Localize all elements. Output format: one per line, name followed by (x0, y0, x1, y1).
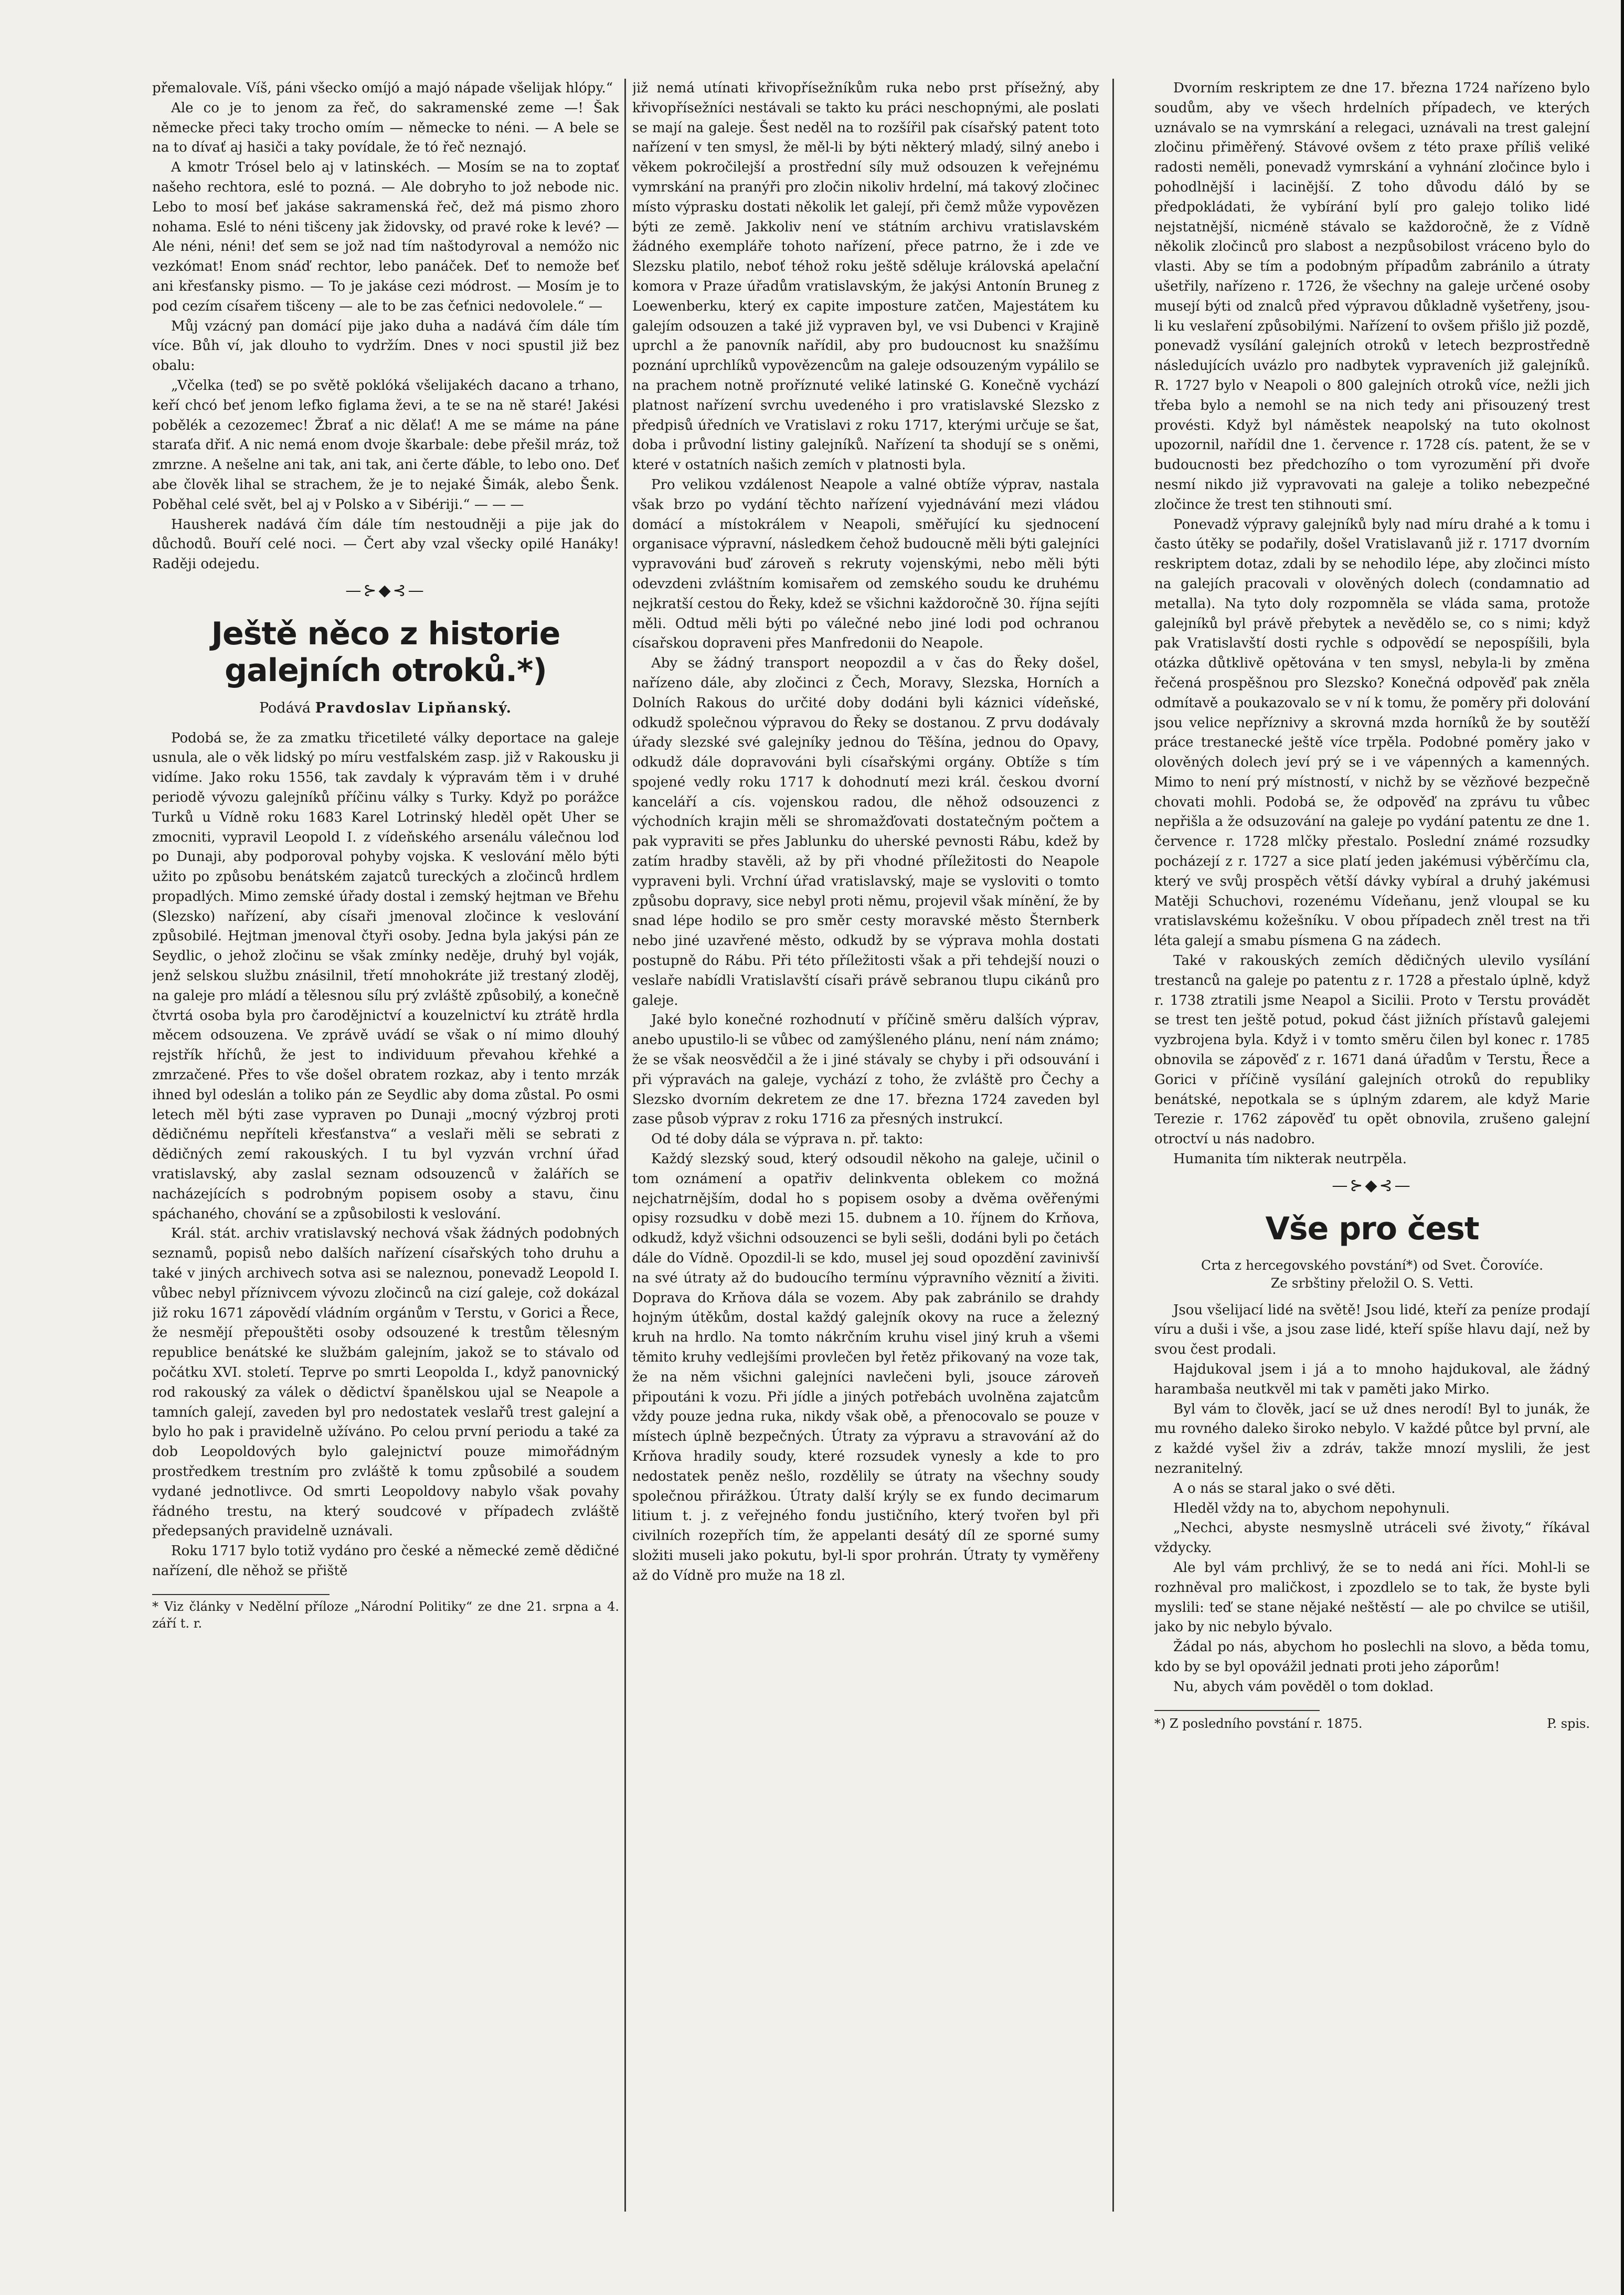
byline-prefix: Podává (259, 699, 311, 716)
paragraph: Nu, abych vám pověděl o tom doklad. (1173, 1678, 1434, 1695)
paragraph: Také v rakouských zemích dědičných ulevilo vysílání trestanců na galeje po patentu z r. 1728 a přestalo úplně, když r. 1738 ztratili jsme Neapol a Sicilii. Proto v Terstu provádět se trest ten ještě potud, pokud část jižních přístavů galejemi vyzbrojena byla. Když i v tomto směru čilen byl konec r. 1785 obnovila se zápověď z r. 1671 daná úřadům v Terstu, Řece a Gorici v příčině vysílání galejních otroků do republiky benátské, nepotkala se s úplným zdarem, ale když Marie Terezie r. 1762 zápověď tu opět obnovila, zrušeno galejní otroctví u nás nadobro. (1154, 953, 1590, 1148)
column-right (1154, 79, 1590, 2225)
article-subtitle (1154, 1257, 1590, 1292)
paragraph: Král. stát. archiv vratislavský nechová však žádných podobných seznamů, popisů nebo dalších nařízení císařských toho druhu a také v jiných archivech sotva asi se naleznou, ponevadž Leopold I. vůbec nebyl příznivcem vývozu zločinců na cizí galeje, což dokázal již roku 1671 zápovědí vládním orgánům v Terstu, v Gorici a Řece, že nesmějí přepouštěti osoby odsouzené k trestům tělesným republice benátské ke službám galejním, jakož se to stávalo od počátku XVI. století. Teprve po smrti Leopolda I., když panovnický rod rakouský za válek o dědictví španělskou ujal se Neapole a tamních galejí, zaveden byl pro nedostatek veslařů trest galejní a bylo ho pak i pravidelně užíváno. Po celou první periodu a také za dob Leopoldových bylo galejnictví pouze mimořádným prostředkem trestním pro zvláště k tomu způsobilé a soudem vydané jednotlivce. Od smrti Leopoldovy nabylo však povahy řádného trestu, na který soudcové v případech zvláště předepsaných pravidelně uznávali. (152, 1226, 619, 1539)
byline (152, 698, 619, 718)
paragraph: Jsou všelijací lidé na světě! Jsou lidé, kteří za peníze prodají víru a duši i vše, a jsou zase lidé, kteří spíše hlavu dají, než by svou čest prodali. (1154, 1302, 1590, 1358)
paragraph: Ale co je to jenom za řeč, do sakramenské zeme —! Šak německe přeci taky trocho omím — německe to néni. — A bele se na to dívať aj hasiči a taky povídale, že tó řeč neznajó. (152, 100, 619, 156)
paragraph: „Nechci, abyste nesmyslně utráceli své životy,“ říkával vždycky. (1154, 1520, 1590, 1556)
ornament-divider: —⊱◆⊰— (1332, 1176, 1413, 1195)
footnote-row (1154, 1714, 1590, 1734)
page-edge (1621, 0, 1624, 2295)
paragraph: Hajdukoval jsem i já a to mnoho hajdukoval, ale žádný harambaša neutkvěl mi tak v paměti jako Mirko. (1154, 1362, 1590, 1397)
paragraph: Hleděl vždy na to, abychom nepohynuli. (1173, 1500, 1450, 1516)
subtitle-line: Ze srbštiny přeložil O. S. Vetti. (1270, 1275, 1474, 1291)
column-rule (624, 79, 626, 2212)
paragraph: Byl vám to člověk, jací se už dnes nerodí! Byl to junák, že mu rovného daleko široko nebylo. V každé půtce byl první, ale z každé vyšel živ a zdráv, takže mnozí myslili, že jest nezranitelný. (1154, 1401, 1590, 1476)
paragraph: Každý slezský soud, který odsoudil někoho na galeje, učinil o tom oznámení a opatřiv delinkventa oblekem co možná nejchatrnějším, dodal ho s popisem osoby a dvěma ověřenými opisy rozsudku v době mezi 15. dubnem a 10. říjnem do Krňova, odkudž, když všichni odsouzenci se byli sešli, dodáni byli po četách dále do Vídně. Opozdil-li se kdo, musel jej soud opozdění zavinivší na své útraty až do budoucího termínu výpravního věznití a živiti. Doprava do Krňova dála se vozem. Aby pak zabránilo se drahdy hojným útěkům, dostal každý galejník okovy na ruce a železný kruh na hrdlo. Na tomto nákrčním kruhu visel jiný kruh a všemi těmito kruhy vedlejšími provlečen byl řetěz přikovaný na voze tak, že na něm všichni galejníci navlečeni byli, jsouce zároveň připoutáni k vozu. Při jídle a jiných potřebách uvolněna zajatcům vždy pouze jedna ruka, nikdy však obě, a přenocovalo se pouze v místech úplně bezpečných. Útraty za výpravu a stravování až do Krňova hradily soudy, které rozsudek vynesly a kde to pro nedostatek peněz nešlo, rozdělily se útraty na všechny soudy společnou přirážkou. Útraty další krýly se ex fundo decimarum litium t. j. z veřejného fondu justičního, který tvořen byl při civilních rozepřích tím, že appelanti desátý díl ze sporné sumy složiti museli jako pokutu, byl-li spor prohrán. Útraty ty vyměřeny až do Vídně pro muže na 18 zl. (632, 1151, 1099, 1584)
paragraph: Ale byl vám prchlivý, že se to nedá ani říci. Mohl-li se rozhněval pro maličkost, i zpozdlelo se to tak, že byste byli myslili: teď se stane nějaké neštěstí — ale po chvilce se utišil, jako by nic nebylo bývalo. (1154, 1559, 1590, 1635)
paragraph: již nemá utínati křivopřísežníkům ruka nebo prst přísežný, aby křivopřísežníci nestávali se takto ku práci neschopnými, ale poslati se mají na galeje. Šest neděl na to rozšířil pak císařský patent toto nařízení v ten smysl, že měl-li by býti některý mladý, silný anebo i věkem pokročilejší a prostřední síly muž odsouzen k veřejnému vymrskání na pranýři pro zločin nikoliv hrdelní, má takový zločinec místo výprasku dostati několik let galejí, při čemž může vypovězen býti ze země. Jakkoliv není ve státním archivu vratislavském žádného exempláře tohoto nařízení, přece patrno, že i zde ve Slezsku platilo, neboť téhož roku ještě sděluje královská apelační komora v Praze úřadům vratislavským, že jakýsi Antonín Bruneg z Loewenberku, který ex capite imposture zatčen, Majestátem ku galejím odsouzen a také již vypraven byl, ve vsi Dubenci v Krajině uprchl a že panovník nařídil, aby pro budoucnost ku snažšímu poznání uprchlíků vypovězencům na galeje odsouzeným vypálilo se na prachem notně proříznuté veliké latinské G. Konečně vychází platnost nařízení svrchu uvedeného i pro vratislavské Slezsko z předpisů úředních ve Vratislavi z roku 1717, kterými určuje se šat, doba i průvodní listiny galejníků. Nařízení ta shodují se s oněmi, které v ostatních našich zemích v platnosti byla. (632, 80, 1099, 473)
paragraph: přemalovale. Víš, páni všecko omíjó a majó nápade všelijak hlópy.“ (152, 80, 613, 96)
column-left (152, 79, 619, 2225)
paragraph: Dvorním reskriptem ze dne 17. března 1724 nařízeno bylo soudům, aby ve všech hrdelních případech, ve kterých uznávalo se na vymrskání a relegaci, uznávali na trest galejní zločinu přiměřený. Stávové ovšem z této praxe příliš veliké radosti neměli, ponevadž vymrskání a vyhnání zločince bylo i pohodlnější i lacinější. Z toho důvodu dáló by se předpokládati, že vybírání bylí pro galejo toliko lidé nejstatnější, nicméně stávalo se každoročně, že z Vídně několik zločinců pro slabost a nezpůsobilost vráceno bylo do vlasti. Aby se tím a podobným případům zabránilo a útraty ušetřily, nařízeno r. 1726, že všechny na galeje určené osoby musejí býti od znalců před výpravou důkladně vyšetřeny, jsou-li ku veslaření způsobilými. Nařízení to ovšem přišlo již pozdě, ponevadž vysílání galejních otroků v letech bezprostředně následujících uvázlo pro nadbytek vypraveních již galejníků. R. 1727 bylo v Neapoli o 800 galejních otroků více, nežli jich třeba bylo a nemohl se na nich tedy ani přisouzený trest provésti. Když byl náměstek neapolský na tuto okolnost upozornil, nařídil dne 1. července r. 1728 cís. patent, že se v budoucnosti bez předchozího o tom vyrozumění při dvoře nesmí nikdo již vypravovati na galeje a toliko nebezpečné zločince že trest ten stihnouti smí. (1154, 80, 1590, 513)
paragraph: Jaké bylo konečné rozhodnutí v příčině směru dalších výprav, anebo upustilo-li se vůbec od zamýšleného plánu, není nám známo; že se však neosvědčil a že i jiné stávaly se chyby i při odsouvání i při výpravách na galeje, vychází z toho, že zvláště pro Čechy a Slezsko dvorním dekretem ze dne 17. března 1724 zaveden byl zase působ výprav z roku 1716 za přesných instrukcí. (632, 1012, 1099, 1128)
footnote: * Viz články v Nedělní příloze „Národní Politiky“ ze dne 21. srpna a 4. září t. r. (152, 1599, 619, 1631)
paragraph: Hausherek nadává čím dále tím nestoudněji a pije jak do důchodů. Bouří celé noci. — Čert aby vzal všecky opilé Hanáky! Raději odejedu. (152, 516, 619, 572)
subtitle-line: Crta z hercegovského povstání*) od Svet. Čorovíće. (1201, 1257, 1544, 1273)
paragraph: Aby se žádný transport neopozdil a v čas do Řeky došel, nařízeno dále, aby zločinci z Čech, Moravy, Slezska, Horních a Dolních Rakous do určité doby dodáni byli káznici vídeňské, odkudž společnou výpravou do Řeky se dostanou. Z prvu dodávaly úřady slezské své galejníky jednou do Těšína, jednou do Opavy, odkudž dále dopravováni byli císařskými orgány. Obtíže s tím spojené vedly roku 1717 k dohodnutí mezi král. českou dvorní kanceláří a cís. vojenskou radou, dle něhož odsouzenci z východních krajin měli se shromažďovati dostatečným počtem a pak vypraviti se přes Jablunku do uherské pevnosti Rábu, kdež by zatím hradby stavěli, až by při vhodné příležitosti do Neapole vypraveni byli. Vrchní úřad vratislavský, maje se vysloviti o tomto způsobu dopravy, sice nebyl proti němu, projevil však mínění, že by snad lépe hodilo se pro směr cesty moravské město Šternberk nebo jiné uzavřené město, odkudž by se výprava mohla dostati postupně do Rábu. Při této příležitosti však a při tehdejší nouzi o veslaře nabídli Vratislavští císaři právě sebranou tlupu cikánů pro galeje. (632, 655, 1099, 1008)
paragraph: Ponevadž výpravy galejníků byly nad míru drahé a k tomu i často útěky se podařily, došel Vratislavanů již r. 1717 dvorním reskriptem dotaz, zdali by se nehodilo lépe, aby zločinci místo na galejích pracovali v olověných dolech (condamnatio ad metalla). Na tyto doly rozpomněla se vláda sama, protože galejníků byl právě přebytek a nevědělo se, co s nimi; když pak Vratislavští dosti rychle s odpovědí se nepospíšili, byla otázka důtklivě opětována v ten smysl, nebyla-li by změna řečená prospěšnou pro Slezsko? Konečná odpověď pak zněla odmítavě a poukazovalo se v ní k tomu, že poměry při dolování jsou velice nepříznivy a skrovná mzda horníků že by soutěží práce trestanecké ještě více trpěla. Podobné poměry jako v olověných dolech jeví prý se i ve vápenných a kamenných. Mimo to není prý místností, v nichž by se vězňové bezpečně chovati mohli. Podobá se, že odpověď na zprávu tu vůbec nepřišla a že odsuzování na galeje po vydání patentu ze dne 1. července r. 1728 mlčky přestalo. Poslední známé rozsudky pocházejí z r. 1727 a sice platí jeden jakémusi výběrčímu cla, který ve svůj prospěch větší dávky vybíral a druhý jakémusi Matěji Schuchovi, rozenému Vídeňanu, jenž vloupal se ku vratislavskému kožešníku. V obou případech zněl trest na tři léta galejí a smabu písmena G na zádech. (1154, 516, 1590, 949)
paragraph: Pro velikou vzdálenost Neapole a valné obtíže výprav, nastala však brzo po vydání těchto nařízení vyjednávání mezi vládou domácí a místokrálem v Neapoli, směřující ku sjednocení organisace výpravní, následkem čehož budoucně měli býti galejníci vypravováni buď zároveň s rekruty vojenskými, nebo měli býti odevzdeni zvláštním komisařem od zemského soudu ke druhému nejkratší cestou do Řeky, kdež se všichni každoročně 30. října sejíti měli. Odtud měli býti po válečné nebo jiné lodi pod ochranou císařskou dopraveni přes Manfredonii do Neapole. (632, 476, 1099, 652)
paragraph: Žádal po nás, abychom ho poslechli na slovo, a běda tomu, kdo by se byl opovážil jednati proti jeho záporům! (1154, 1639, 1590, 1675)
article-title: Ještě něco z historie galejních otroků.*) (211, 615, 560, 689)
paragraph: Humanita tím nikterak neutrpěla. (1173, 1151, 1407, 1167)
paragraph: A o nás se staral jako o své děti. (1173, 1480, 1396, 1496)
paragraph: Podobá se, že za zmatku třicetileté války deportace na galeje usnula, ale o věk lidský po míru vestfalském zasp. již v Rakousku ji vidíme. Jako roku 1556, tak zavdaly k výpravám těm i v druhé periodě vývozu galejníků příčinu války s Turky. Když po porážce Turků u Vídně roku 1683 Karel Lotrinský hleděl opět Uher se zmocniti, vypravil Leopold I. z vídeňského arsenálu válečnou loď po Dunaji, aby podporoval pohyby vojska. K veslování mělo býti užito po způsobu benátském zajatců tureckých a zločinců hrdlem propadlých. Mimo zemské úřady dostal i zemský hejtman ve Břehu (Slezsko) nařízení, aby císaři jmenoval zločince k veslování způsobilé. Hejtman jmenoval čtyři osoby. Jedna byla jakýsi pán ze Seydlic, o jehož zločinu se však zmínky neděje, druhý byl voják, jenž selskou službu znásilnil, třetí mnohokráte již trestaný zloděj, na galeje pro mládí a tělesnou sílu prý zvláště způsobilý, a konečně čtvrtá osoba byla pro čarodějnictví a kouzelnictví ku ztrátě hrdla měcem odsouzena. Ve zprávě uvádí se však o ní mimo dlouhý rejstřík hříchů, že jest to individuum převahou křehké a zmrzačené. Přes to vše došel obratem rozkaz, aby i tento mrzák ihned byl odeslán a toliko pán ze Seydlic aby doma zůstal. Po osmi letech měl býti zase vypraven po Dunaji „mocný výzbroj proti dědičnému nepříteli křesťanstva“ a veslaři měli se sebrati z dědičných zemí rakouských. I tu byl vyzván vrchní úřad vratislavský, aby zaslal seznam odsouzenců v žalářích se nacházejících s podrobným popisem osoby a stavu, činu spáchaného, chování se a způsobilosti k veslování. (152, 730, 619, 1222)
ornament-divider: —⊱◆⊰— (345, 581, 426, 600)
paragraph: A kmotr Trósel belo aj v latinskéch. — Mosím se na to zoptať našeho rechtora, eslé to pozná. — Ale dobryho to jož nebode nic. Lebo to mosí beť jakáse sakramenská řeč, dež má pismo zhoro nohama. Eslé to néni tišceny jak židovsky, od pravé roke k levé? — Ale néni, néni! deť sem se jož nad tím naštodyroval a nemóžo nic vezkómat! Enom snáď rechtor, lebo panáček. Deť to nemože beť ani křesťansky pismo. — To je jakáse cezi módrost. — Mosím je to pod cezím císařem tišceny — ale to be zas čeťnici nedovolele.“ — (152, 160, 619, 314)
article-title: Vše pro čest (1265, 1210, 1479, 1247)
paragraph: Můj vzácný pan domácí pije jako duha a nadává čím dále tím více. Bůh ví, jak dlouho to vydržím. Dnes v noci spustil již bez obalu: (152, 318, 619, 374)
column-rule (1112, 79, 1114, 2212)
column-middle (632, 79, 1099, 2225)
footnote-sign: P. spis. (1547, 1716, 1590, 1731)
footnote-rule (152, 1594, 330, 1595)
byline-author: Pravdoslav Lipňanský. (315, 699, 513, 716)
paragraph: Od té doby dála se výprava n. př. takto: (651, 1131, 924, 1148)
footnote-rule (1154, 1710, 1320, 1711)
footnote: *) Z posledního povstání r. 1875. (1154, 1716, 1363, 1731)
paragraph: Roku 1717 bylo totiž vydáno pro české a německé země dědičné nařízení, dle něhož se přiště (152, 1543, 619, 1579)
paragraph: „Včelka (teď) se po světě poklóká všelijakéch dacano a trhano, keří chcó beť jenom lefko figlama ževi, a te se na ně staré! Jakési pobělék a cezozemec! Žbrať a nic dělať! A me se máme na páne staraťa dřiť. A nic nemá enom dvoje škarbale: debe přešil mráz, tož zmrzne. A nešelne ani tak, ani tak, ani čerte ďáble, to lebo ono. Deť abe člověk lihal se strachem, že je to nejaké Šimák, alebo Šenk. Poběhal celé svět, bel aj v Polsko a v Sibériji.“ — — — (152, 377, 619, 513)
